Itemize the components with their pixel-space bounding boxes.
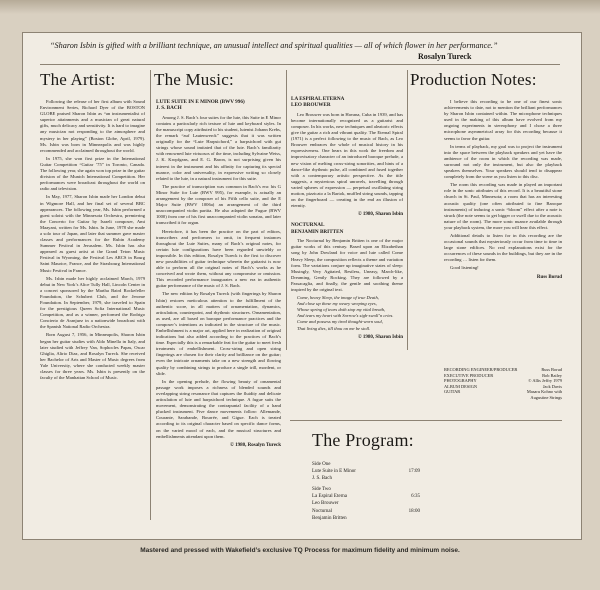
- verse-line: Come and possess my tired thought-worn soul,: [297, 319, 383, 325]
- britten-title: NOCTURNAL: [291, 222, 325, 229]
- program-item: [312, 493, 420, 500]
- artist-paragraph: Ms. Isbin made her highly acclaimed March, 1979 debut in New York’s Alice Tully Hall, Lincoln Center in a concert sponsored by the Martha Baird Rockefeller Foundation, the Schubert Club, and the Jerome Foundation. In September, 1979, she traveled to Spain for the prestigious Queen Sofia International Music Competition, and as a winner, performed the Rodrigo Concierto de Aranjuez in a nationwide broadcast with the Spanish National Radio Orchestra.: [40, 275, 145, 330]
- program-time: 18:00: [408, 508, 420, 514]
- program-item: [312, 468, 420, 475]
- program-label: Leo Brouwer: [312, 501, 339, 507]
- program-label: J. S. Bach: [312, 476, 332, 482]
- column-rule: [286, 70, 287, 350]
- production-paragraph: Additional details to listen for in this recording are the occasional sounds that mysteriously occur from time to time in large stone edifices. No real explanations exist for the occurrences of these sounds in the buildings, but they are in the recording … listen for them.: [444, 232, 562, 263]
- credits: [444, 367, 562, 401]
- program-time: 6:35: [411, 494, 420, 500]
- britten-verse: [297, 295, 403, 332]
- music-heading: The Music:: [154, 70, 234, 89]
- column-rule: [150, 70, 151, 520]
- artist-column: [40, 99, 145, 429]
- pressing-note: Mastered and pressed with Wakefield’s exclusive TQ Process for maximum fidelity and minimum noise.: [140, 547, 460, 554]
- credit-name: Russ Borud: [541, 367, 562, 372]
- credit-role: GUITAR: [444, 389, 461, 395]
- music-paragraph: The practice of transcription was common in Bach’s era: his G Minor Suite for Lute (BWV 995), for example, is actually an arrangement by the composer of his Fifth cello suite, and the E Major Suite (BWV 1006a) an arrangement of the third unaccompanied violin partita. He also adapted the Fugue (BWV 1000) from one of his first unaccompanied violin sonatas, and later transcribed it for organ.: [156, 183, 281, 226]
- program-time: 17:09: [408, 469, 420, 475]
- credit-name: © Allis Jeffry 1979: [528, 378, 562, 384]
- program-label: Lute Suite in E Minor: [312, 469, 356, 475]
- britten-composer: BENJAMIN BRITTEN: [291, 228, 344, 235]
- production-signature: Russ Borud: [536, 274, 562, 280]
- sleeve-edge: [0, 0, 600, 14]
- artist-paragraph: In May, 1977, Sharon Isbin made her London debut in Wigmore Hall, and her final set of several BBC appearances. The following year, Ms. Isbin performed a guest soloist with the Minnesota Orchestra, premiering the Concerto for Guitar by Israeli composer, Ami Maayani, written for Ms. Isbin. In June, 1978 she made a solo tour of Japan, and later that summer gave master classes and performances for the Rubin Academy Summer Festival in Jerusalem. Ms. Isbin has also appeared as guest artist at the Grand Teton Music Festival in Wyoming, the Festival Les ARCS in Bourg Saint Maurice, France, and the Strasbourg International Music Festival in France.: [40, 194, 145, 273]
- credit-role: EXECUTIVE PRODUCER: [444, 372, 494, 378]
- verse-line: Whose spring of tears doth stop my vital breath,: [297, 307, 386, 313]
- divider: [40, 64, 560, 65]
- credit-role: ALBUM DESIGN: [444, 383, 478, 389]
- program-item: [312, 461, 420, 468]
- program-item: [312, 500, 420, 507]
- production-column: [444, 99, 562, 349]
- production-heading: Production Notes:: [410, 70, 537, 89]
- britten-paragraph: The Nocturnal by Benjamin Britten is one of the major guitar works of this century. Based upon an Elizabethan song by John Dowland for voice and lute called Come Heavy Sleep, the composition reflects a theme and variation form. The variations conjure up imaginative states of sleep: Musingly, Very Agitated, Restless, Uneasy, March-like, Dreaming, Gently Rocking. They are followed by a Passacaglia, and finally, the gentle and soothing theme inspired by the original text.: [291, 238, 403, 292]
- music-paragraph: In the opening prelude, the flowing beauty of ornamental passage work imposes a richness of blended sounds and overlapping string resonance that captures the fluidity and delicate articulation of lute and harpsichord technique. A fugue suits the movement, demonstrating the contrapuntal facility of a hand plucked instrument. Five dance movements follow: Allemande, Courante, Sarabande, Bourrée, and Gigue. Each is treated according to its original character based on specific dance forms, on the varied mood of each, and the musical structures and embellishments attendant upon them.: [156, 378, 281, 439]
- column-rule: [407, 70, 408, 350]
- credit-row: [444, 389, 562, 400]
- verse-line: And tears my heart with Sorrow’s sigh-swoll’n cries.: [297, 313, 394, 319]
- verse-line: That living dies, till thou on me be stoll.: [297, 325, 371, 331]
- program-heading: The Program:: [312, 430, 414, 450]
- production-paragraph: I believe this recording to be one of our finest sonic achievements to date, not to mention the brilliant performances by Sharon Isbin contained within. The microphone techniques used in the making of this album have evolved from my ongoing experiments in stereophony and I chose a three microphone asymmetrical array for this recording because it seems to favor the guitar.: [444, 99, 562, 141]
- program-list: [312, 461, 420, 522]
- program-label: Side One: [312, 462, 331, 467]
- program-item: [312, 508, 420, 515]
- program-label: La Espiral Eterna: [312, 494, 347, 500]
- quote: [50, 40, 520, 52]
- program-item: [312, 475, 420, 482]
- production-paragraph: In terms of playback, my goal was to project the instrument into the space between the playback speakers and yet have the ambience of the room in which the recording was made, surround not only the instrument, but also the playback speakers themselves. Your speakers should tend to disappear completely from the scene as you listen to this disc.: [444, 143, 562, 180]
- bach-title: LUTE SUITE IN E MINOR (BWV 996): [156, 99, 245, 105]
- music-paragraph: Among J. S. Bach’s four suites for the lute, this Suite in E Minor contains a particularly rich texture of lute and keyboard styles. In the manuscript copy attributed to his student, lutenist Johann Krebs, the remark “auf Lautenwerck” suggests that it was written originally for the “Lute Harpsichord,” a harpsichord with gut strings whose sound imitated that of the lute. Bach’s familiarity with renowned lute virtuosos of the time, including Sylvaine Weiss, J. K. Kropfgans, and E. G. Baron, is not surprising given his interest in the instrument and his affinity for capturing its special nuance, color and universality, in expressive writing so closely related to the lute, in a natural instrument for this suite.: [156, 114, 281, 181]
- music-signature: © 1980, Rosalyn Tureck: [230, 442, 281, 448]
- music-column: [156, 99, 281, 497]
- program-label: Nocturnal: [312, 508, 332, 514]
- quote-text: “Sharon Isbin is gifted with a brilliant technique, an unusual intellect and spiritual qualities — all of which flower in her performance.”: [50, 41, 498, 50]
- verse-line: Come, heavy Sleep, the image of true Death,: [297, 295, 379, 301]
- music-paragraph: Heretofore, it has been the practice on the part of editors, transcribers and performers to omit, in frequent instances throughout the Lute Suites, many of Bach’s original notes, for certain lute configurations have been regarded unwieldy or impossible. In this edition, Rosalyn Tureck is the first to discover new possibilities of guitar technique wherein the guitarist is now able to perform all the original notes of Bach’s works as he conceived and wrote them, without any compromise or omission. This recorded performance inaugurates a new era in authentic guitar performance of the music of J. S. Bach.: [156, 228, 281, 289]
- brouwer-paragraph: Leo Brouwer was born in Havana, Cuba in 1939, and has become internationally recognized as a guitarist and composer. In his works, new techniques and aleatoric effects give the guitar a rich and vibrant quality. The Eternal Spiral (1971) is a perfect following to the music of Bach, as Leo Brouwer embraces the whole of musical history in his expressiveness. One hears in this work the freedom and improvisatory character of an introduced baroque prelude, a new vision of melting cross-string sonorities, and hints of a dance-like rhythmic pulse, all combined and fused together with a contemporary artistic perspective. As the title suggests, a mysterious spiral unravels, travelling through varied spheres of expression — perpetual oscillating string motion, pizzicato a la Bartok, muffled string sounds, tapping on the fingerboard — creating in the end an illusion of eternity.: [291, 111, 403, 209]
- brouwer-britten-column: [291, 96, 403, 366]
- credit-name: Masaru Kohno with Augustine Strings: [526, 389, 562, 400]
- program-label: Side Two: [312, 487, 331, 493]
- program-item: [312, 486, 420, 493]
- brouwer-signature: © 1980, Sharon Isbin: [357, 212, 403, 218]
- program-item: [312, 515, 420, 522]
- quote-author: Rosalyn Tureck: [418, 52, 472, 61]
- credit-name: Jack Davis: [542, 383, 562, 389]
- artist-paragraph: Born August 7, 1956, in Minneapolis, Sharon Isbin began her guitar studies with Aldo Minella in Italy, and later studied with Jeffrey Van, Sophocles Papas, Oscar Ghiglia, Alirio Diaz, and Rosalyn Tureck. She received her Bachelor of Arts and Master of Music degrees from Yale University, where she conducted weekly master classes for three years. Ms. Isbin is presently on the faculty of the Manhattan School of Music.: [40, 332, 145, 381]
- production-paragraph: Good listening!: [450, 265, 479, 271]
- credit-name: Bob Bailey: [542, 372, 562, 378]
- artist-heading: The Artist:: [40, 70, 116, 89]
- verse-line: And close up these my weary weeping eyes,: [297, 301, 377, 307]
- bach-composer: J. S. BACH: [156, 105, 182, 112]
- artist-paragraph: In 1975, she won first prize in the International Guitar Competition “Guitar ’75” in Toronto, Canada. The following year, she again won top prize in the guitar division of the Munich International Competition. Her performances were broadcast throughout the world on radio and television.: [40, 155, 145, 192]
- production-paragraph: The room this recording was made in played an important role in the sonic attributes of this record. It is a beautiful stone church in St. Paul, Minnesota; a room that has an interesting acoustic quality (one often attributed to fine Baroque instruments) of inducing a sonic “bloom” effect after a note is struck (the note seems to get bigger or swell due to the acoustic nature of the room). The more sonic nuance available through your playback system, the more you will hear this effect.: [444, 182, 562, 230]
- program-label: Benjamin Britten: [312, 515, 347, 521]
- credit-role: RECORDING ENGINEER/PRODUCER: [444, 367, 518, 372]
- artist-paragraph: Following the release of her first album with Sound Environment Series, Richard Dyer of the BOSTON GLOBE praised Sharon Isbin as “an instrumentalist of superior attainments and a musician of great natural gifts, much delicacy and sensitivity. It is hard to imagine any musician not responding to the atmosphere and mystery in her playing” (Boston Globe, April, 1979). Ms. Isbin was born in Minneapolis and was highly recommended and acclaimed throughout the world.: [40, 99, 145, 153]
- britten-signature: © 1980, Sharon Isbin: [357, 334, 403, 340]
- brouwer-title: LA ESPIRAL ETERNA: [291, 96, 345, 102]
- brouwer-composer: LEO BROUWER: [291, 102, 331, 109]
- music-paragraph: The new edition by Rosalyn Tureck (with fingerings by Sharon Isbin) restores meticulous attention to the fulfillment of the authentic score, in all matters of ornamentation, dynamics, articulation, counterpoint, and rhythmic structures. Ornamentation, as used, are all based on baroque performance practices and the composer’s intentions as indicated in the structure of the music. Embellishment is a major art, applied here in realization of original indications but also added according to the practices of Bach’s time. Especially this is a remarkable feat for the guitar to meet fresh treatments of embellishment. Cross-string and open string fingerings are chosen for their clarity and brilliance on the guitar; even the intricate ornaments take on a new strength and flowing quality by combining strings to produce a single trill, mordent, or slide.: [156, 291, 281, 376]
- divider: [290, 420, 562, 421]
- credit-role: PHOTOGRAPHY: [444, 378, 477, 384]
